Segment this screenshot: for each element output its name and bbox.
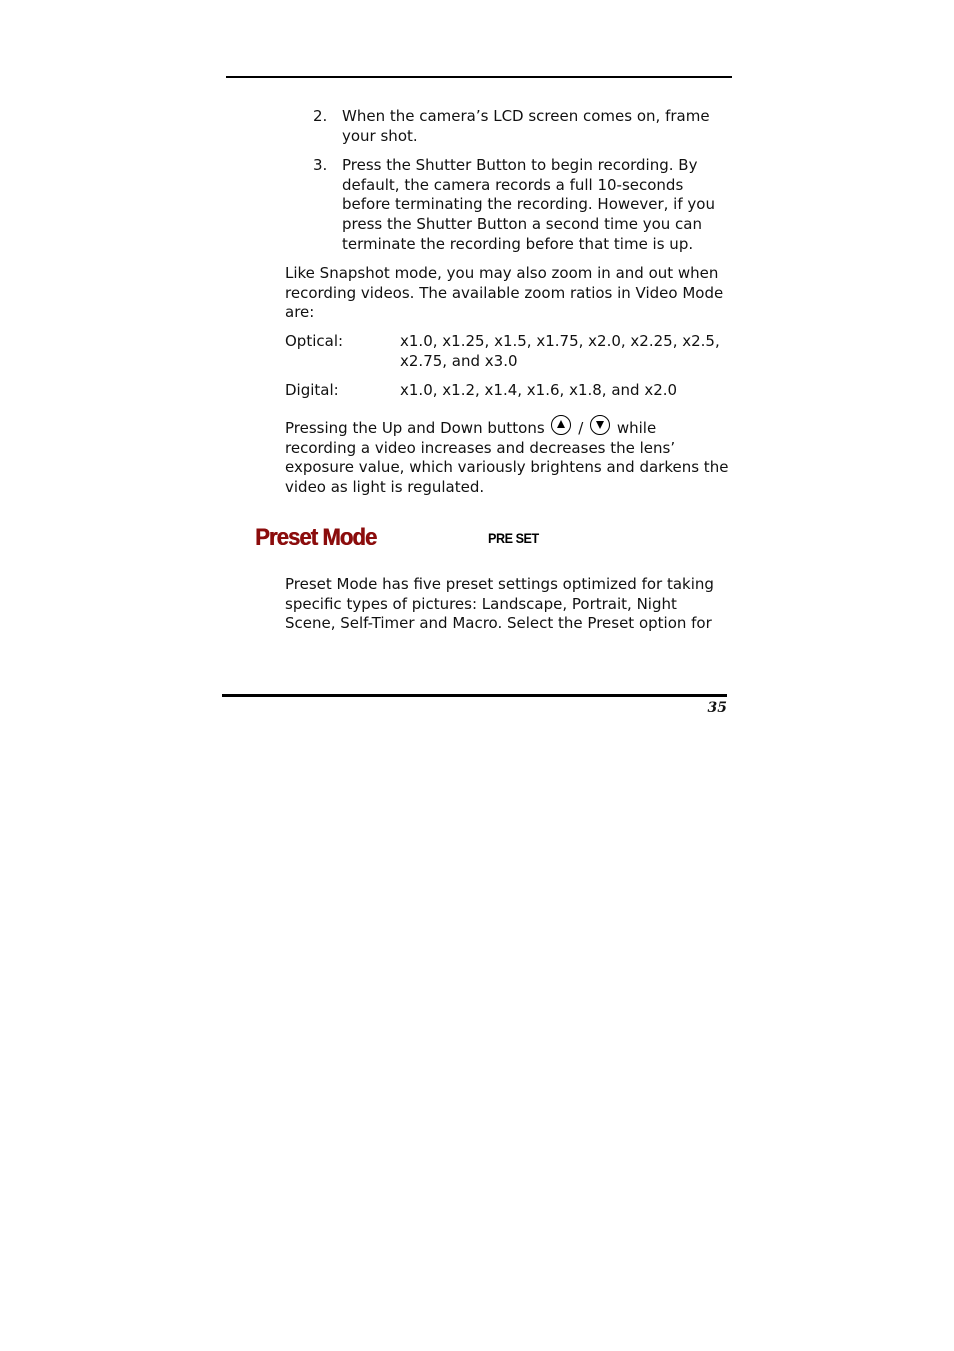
header-rule <box>226 76 732 78</box>
list-item-number: 2. <box>313 107 328 125</box>
list-item-text: Press the Shutter Button to begin recording. By default, the camera records a full 10-seconds before terminating the recording. However, if you press the Shutter Button a second time you can terminate the recording before that time is up. <box>342 156 715 253</box>
digital-zoom-label: Digital: <box>285 381 339 399</box>
list-item-number: 3. <box>313 156 328 174</box>
list-item-text: When the camera’s LCD screen comes on, frame your shot. <box>342 107 710 145</box>
preset-intro-paragraph: Preset Mode has five preset settings optimized for taking specific types of pictures: Landscape, Portrait, Night Scene, Self-Timer and Macro. Select the Preset option for <box>285 575 714 633</box>
exposure-paragraph <box>285 415 730 498</box>
zoom-intro-paragraph: Like Snapshot mode, you may also zoom in and out when recording videos. The available zoom ratios in Video Mode are: <box>285 264 724 322</box>
digital-zoom-value: x1.0, x1.2, x1.4, x1.6, x1.8, and x2.0 <box>400 381 678 399</box>
exposure-text-before: Pressing the Up and Down buttons <box>285 419 545 437</box>
optical-zoom-value: x1.0, x1.25, x1.5, x1.75, x2.0, x2.25, x2.5, x2.75, and x3.0 <box>400 332 720 370</box>
footer-rule <box>222 694 727 697</box>
up-arrow-button-icon <box>551 415 571 435</box>
section-heading: Preset Mode <box>255 524 377 551</box>
optical-zoom-label: Optical: <box>285 332 344 350</box>
page-number: 35 <box>707 700 727 716</box>
down-arrow-button-icon <box>590 415 610 435</box>
preset-mode-icon-label: PRE SET <box>488 530 539 546</box>
exposure-text-after: while recording a video increases and decreases the lens’ exposure value, which variously brightens and darkens the video as light is regulated. <box>285 419 729 497</box>
exposure-separator: / <box>578 419 584 437</box>
